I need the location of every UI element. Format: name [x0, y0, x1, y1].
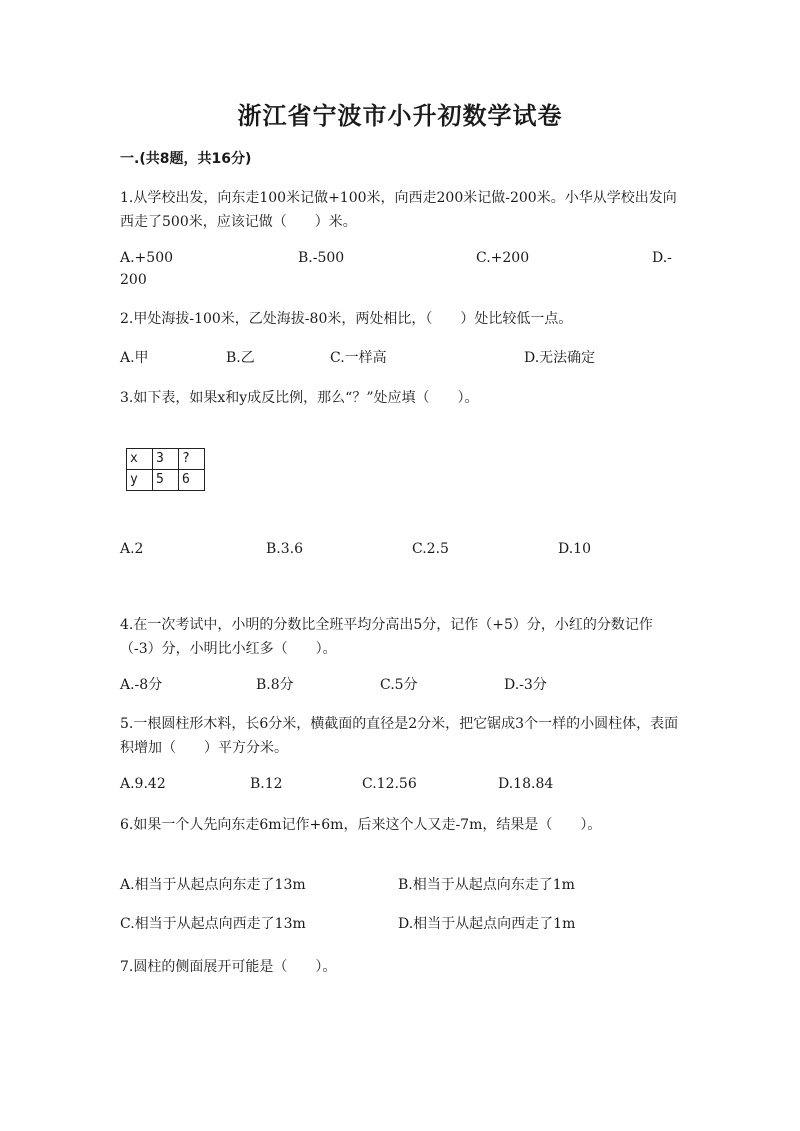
q5-option-d[interactable]: D.18.84 — [498, 776, 554, 792]
q1-option-c[interactable]: C.+200 — [476, 250, 530, 266]
question-2-options — [120, 346, 680, 370]
table-cell: 3 — [153, 449, 179, 470]
xy-table — [126, 448, 205, 491]
question-6-options-row-2 — [120, 912, 680, 936]
q2-option-c[interactable]: C.一样高 — [330, 350, 387, 366]
q6-option-a[interactable]: A.相当于从起点向东走了13m — [120, 877, 306, 893]
q2-option-d[interactable]: D.无法确定 — [524, 350, 596, 366]
q1-option-d[interactable]: D.- — [652, 250, 672, 266]
question-6: 6.如果一个人先向东走6m记作+6m，后来这个人又走-7m，结果是（ ）。 — [120, 817, 602, 833]
question-7: 7.圆柱的侧面展开可能是（ ）。 — [120, 959, 337, 975]
q1-option-d-tail: 200 — [120, 272, 147, 288]
q6-option-c[interactable]: C.相当于从起点向西走了13m — [120, 916, 306, 932]
q1-option-a[interactable]: A.+500 — [120, 250, 174, 266]
q3-option-c[interactable]: C.2.5 — [412, 541, 449, 557]
q5-option-b[interactable]: B.12 — [250, 776, 283, 792]
table-cell: y — [127, 470, 153, 491]
table-row — [127, 470, 205, 491]
q3-option-b[interactable]: B.3.6 — [266, 541, 304, 557]
q3-option-a[interactable]: A.2 — [120, 541, 144, 557]
exam-title: 浙江省宁波市小升初数学试卷 — [237, 102, 563, 130]
table-cell: ? — [179, 449, 205, 470]
q5-option-c[interactable]: C.12.56 — [362, 776, 417, 792]
question-3-options — [120, 537, 680, 561]
question-6-options-row-1 — [120, 873, 680, 897]
question-1-options — [120, 246, 680, 270]
question-3: 3.如下表，如果x和y成反比例，那么“？”处应填（ ）。 — [120, 390, 479, 406]
q5-option-a[interactable]: A.9.42 — [120, 776, 166, 792]
q1-option-b[interactable]: B.-500 — [298, 250, 345, 266]
question-2: 2.甲处海拔-100米，乙处海拔-80米，两处相比，（ ）处比较低一点。 — [120, 311, 573, 327]
q6-option-b[interactable]: B.相当于从起点向东走了1m — [398, 877, 575, 893]
q4-option-b[interactable]: B.8分 — [256, 677, 294, 693]
section-heading: 一.(共8题，共16分) — [120, 151, 252, 167]
question-4-options — [120, 673, 680, 697]
q4-option-d[interactable]: D.-3分 — [504, 677, 547, 693]
q6-option-d[interactable]: D.相当于从起点向西走了1m — [398, 916, 576, 932]
q2-option-a[interactable]: A.甲 — [120, 350, 149, 366]
question-5-options — [120, 772, 680, 796]
table-cell: 5 — [153, 470, 179, 491]
q4-option-a[interactable]: A.-8分 — [120, 677, 163, 693]
table-cell: x — [127, 449, 153, 470]
q3-option-d[interactable]: D.10 — [558, 541, 591, 557]
question-1: 1.从学校出发，向东走100米记做+100米，向西走200米记做-200米。小华从学校出发向西走了500米，应该记做（ ）米。 — [120, 190, 677, 230]
question-5: 5.一根圆柱形木料，长6分米，横截面的直径是2分米，把它锯成3个一样的小圆柱体，表面积增加（ ）平方分米。 — [120, 716, 679, 756]
table-row — [127, 449, 205, 470]
q2-option-b[interactable]: B.乙 — [226, 350, 255, 366]
q4-option-c[interactable]: C.5分 — [380, 677, 418, 693]
table-cell: 6 — [179, 470, 205, 491]
question-4: 4.在一次考试中，小明的分数比全班平均分高出5分，记作（+5）分，小红的分数记作（-3）分，小明比小红多（ ）。 — [120, 617, 653, 657]
